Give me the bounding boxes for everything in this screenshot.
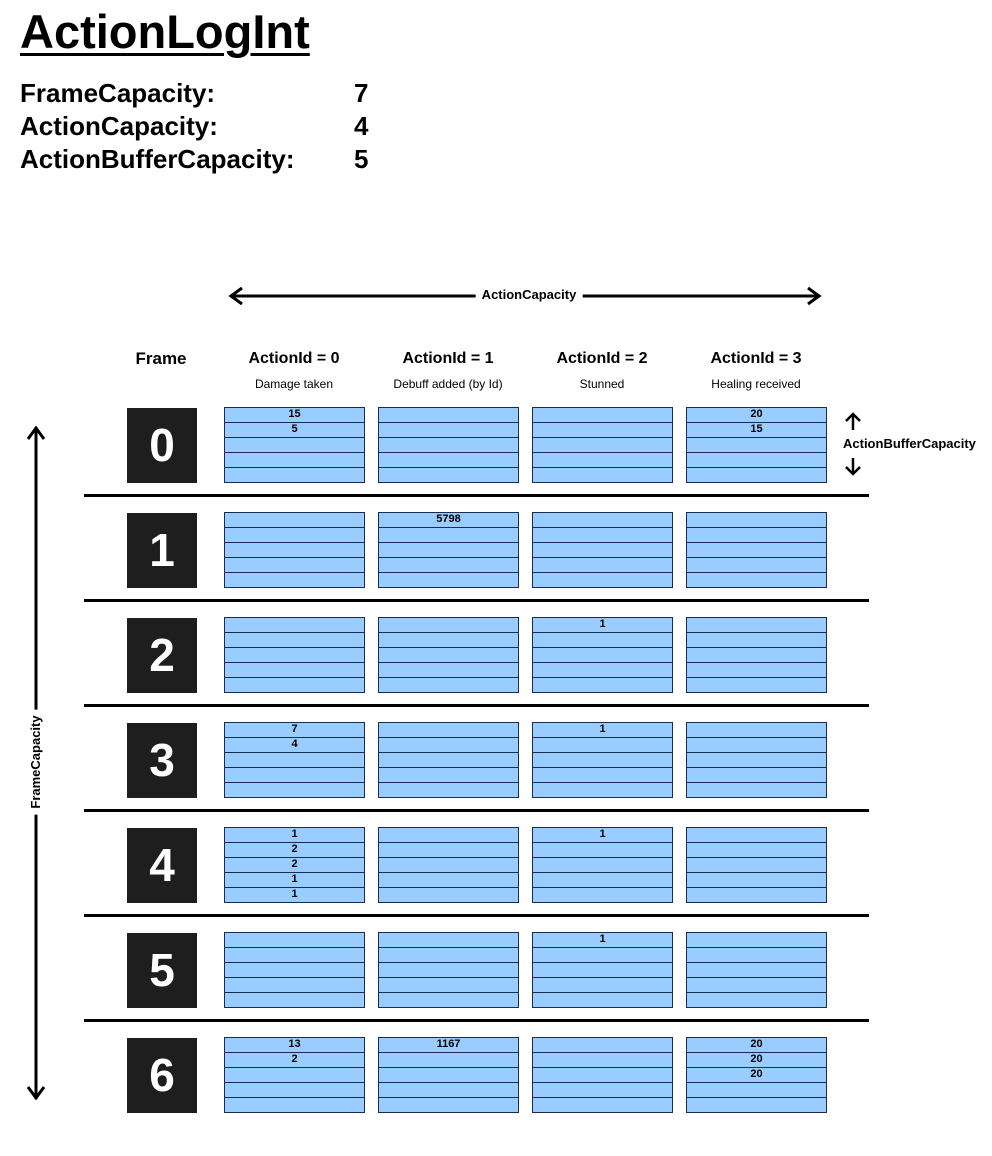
buffer-slot: 13 — [225, 1038, 364, 1053]
buffer-slot — [379, 1098, 518, 1112]
buffer-slot — [379, 528, 518, 543]
action-buffer-5-0 — [224, 932, 365, 1008]
buffer-slot — [687, 828, 826, 843]
frame-number: 3 — [127, 723, 197, 798]
param-label: FrameCapacity: — [20, 78, 216, 108]
buffer-slot — [533, 1068, 672, 1083]
buffer-slot: 20 — [687, 1038, 826, 1053]
buffer-slot — [687, 438, 826, 453]
frame-number: 6 — [127, 1038, 197, 1113]
buffer-slot — [533, 573, 672, 587]
buffer-slot — [533, 453, 672, 468]
buffer-slot — [533, 633, 672, 648]
action-buffer-3-3 — [686, 722, 827, 798]
buffer-slot — [687, 768, 826, 783]
action-buffer-1-1 — [378, 512, 519, 588]
action-buffer-5-2 — [532, 932, 673, 1008]
action-buffer-1-2 — [532, 512, 673, 588]
buffer-slot — [533, 543, 672, 558]
buffer-slot — [379, 753, 518, 768]
buffer-slot — [379, 438, 518, 453]
buffer-slot — [687, 468, 826, 482]
buffer-slot — [687, 873, 826, 888]
buffer-slot — [687, 648, 826, 663]
buffer-slot — [225, 543, 364, 558]
buffer-slot — [687, 888, 826, 902]
buffer-slot — [225, 753, 364, 768]
buffer-slot — [687, 933, 826, 948]
param-frame-capacity — [20, 78, 369, 108]
buffer-slot: 15 — [687, 423, 826, 438]
param-action-capacity — [20, 111, 369, 141]
buffer-slot — [533, 438, 672, 453]
param-label: ActionCapacity: — [20, 111, 218, 141]
buffer-slot — [533, 768, 672, 783]
buffer-slot — [379, 1083, 518, 1098]
frame-row-0 — [0, 405, 992, 510]
buffer-slot — [533, 1053, 672, 1068]
buffer-slot: 20 — [687, 1053, 826, 1068]
buffer-slot — [533, 423, 672, 438]
buffer-slot — [379, 993, 518, 1007]
buffer-slot: 5798 — [379, 513, 518, 528]
action-buffer-4-1 — [378, 827, 519, 903]
page-title: ActionLogInt — [20, 5, 310, 58]
action-buffer-5-1 — [378, 932, 519, 1008]
action-buffer-1-0 — [224, 512, 365, 588]
buffer-slot — [379, 783, 518, 797]
action-buffer-0-3 — [686, 407, 827, 483]
buffer-slot — [379, 948, 518, 963]
action-buffer-2-0 — [224, 617, 365, 693]
buffer-slot — [225, 978, 364, 993]
column-description: Damage taken — [254, 377, 334, 391]
buffer-slot — [379, 723, 518, 738]
buffer-slot — [379, 888, 518, 902]
buffer-slot — [533, 1098, 672, 1112]
buffer-slot — [687, 843, 826, 858]
buffer-slot — [225, 933, 364, 948]
buffer-slot — [533, 843, 672, 858]
buffer-slot — [533, 858, 672, 873]
buffer-slot — [687, 453, 826, 468]
buffer-slot — [687, 1083, 826, 1098]
buffer-slot — [687, 558, 826, 573]
buffer-slot — [533, 753, 672, 768]
column-description: Debuff added (by Id) — [393, 377, 503, 391]
buffer-slot — [533, 528, 672, 543]
action-buffer-0-1 — [378, 407, 519, 483]
buffer-slot — [687, 1098, 826, 1112]
buffer-slot: 1 — [225, 873, 364, 888]
frame-separator — [84, 494, 869, 497]
action-buffer-6-1 — [378, 1037, 519, 1113]
action-buffer-0-2 — [532, 407, 673, 483]
buffer-slot — [379, 558, 518, 573]
buffer-slot — [687, 543, 826, 558]
action-buffer-0-0 — [224, 407, 365, 483]
frame-separator — [84, 809, 869, 812]
buffer-slot — [687, 528, 826, 543]
buffer-slot: 1 — [533, 618, 672, 633]
buffer-slot — [225, 453, 364, 468]
action-buffer-2-3 — [686, 617, 827, 693]
buffer-slot: 2 — [225, 843, 364, 858]
buffer-slot: 2 — [225, 858, 364, 873]
buffer-slot — [687, 978, 826, 993]
buffer-slot — [687, 783, 826, 797]
column-header-action-1 — [378, 350, 518, 391]
buffer-slot: 7 — [225, 723, 364, 738]
buffer-slot — [533, 783, 672, 797]
buffer-slot — [225, 1083, 364, 1098]
action-buffer-3-2 — [532, 722, 673, 798]
buffer-slot: 20 — [687, 1068, 826, 1083]
frame-separator — [84, 1019, 869, 1022]
param-value: 4 — [354, 111, 369, 141]
buffer-slot — [533, 873, 672, 888]
buffer-slot — [379, 633, 518, 648]
buffer-slot — [225, 948, 364, 963]
buffer-slot: 4 — [225, 738, 364, 753]
buffer-slot: 1 — [533, 723, 672, 738]
buffer-slot — [687, 513, 826, 528]
action-buffer-6-0 — [224, 1037, 365, 1113]
action-buffer-6-2 — [532, 1037, 673, 1113]
buffer-slot: 1 — [533, 933, 672, 948]
buffer-slot — [687, 963, 826, 978]
action-buffer-3-1 — [378, 722, 519, 798]
buffer-slot — [379, 678, 518, 692]
frame-row-5 — [0, 930, 992, 1035]
buffer-slot: 5 — [225, 423, 364, 438]
buffer-slot — [379, 1053, 518, 1068]
param-action-buffer-capacity — [20, 144, 369, 174]
buffer-slot — [533, 1083, 672, 1098]
action-capacity-label: ActionCapacity — [476, 287, 583, 303]
buffer-slot — [225, 618, 364, 633]
frame-row-6 — [0, 1035, 992, 1140]
buffer-slot — [687, 618, 826, 633]
column-description: Healing received — [711, 377, 801, 391]
buffer-slot — [533, 408, 672, 423]
buffer-slot — [225, 783, 364, 797]
buffer-slot — [533, 1038, 672, 1053]
buffer-slot — [379, 873, 518, 888]
param-value: 5 — [354, 144, 369, 174]
buffer-slot: 1 — [225, 828, 364, 843]
buffer-slot — [225, 513, 364, 528]
frame-number: 5 — [127, 933, 197, 1008]
buffer-slot — [379, 978, 518, 993]
buffer-slot — [225, 438, 364, 453]
action-buffer-4-2 — [532, 827, 673, 903]
buffer-slot — [225, 678, 364, 692]
buffer-slot — [379, 663, 518, 678]
frame-capacity-label: FrameCapacity — [28, 709, 44, 814]
buffer-slot — [225, 648, 364, 663]
buffer-slot — [533, 738, 672, 753]
buffer-slot — [687, 738, 826, 753]
buffer-slot — [379, 468, 518, 482]
buffer-slot — [533, 993, 672, 1007]
buffer-slot: 1 — [291, 888, 298, 900]
buffer-slot — [687, 948, 826, 963]
buffer-slot — [225, 768, 364, 783]
column-header-action-2 — [532, 350, 672, 391]
buffer-slot — [533, 678, 672, 692]
buffer-slot — [687, 678, 826, 692]
action-buffer-2-2 — [532, 617, 673, 693]
buffer-slot — [225, 963, 364, 978]
column-title: ActionId = 0 — [248, 350, 340, 367]
action-buffer-6-3 — [686, 1037, 827, 1113]
buffer-slot — [533, 948, 672, 963]
buffer-slot — [687, 753, 826, 768]
buffer-slot — [225, 468, 364, 482]
frame-number: 0 — [127, 408, 197, 483]
buffer-slot — [379, 408, 518, 423]
frame-column-header: Frame — [135, 349, 187, 368]
action-buffer-5-3 — [686, 932, 827, 1008]
buffer-slot — [687, 663, 826, 678]
buffer-slot: 2 — [225, 1053, 364, 1068]
frame-row-1 — [0, 510, 992, 615]
frame-row-3 — [0, 720, 992, 825]
param-value: 7 — [354, 78, 369, 108]
buffer-slot: 1 — [533, 828, 672, 843]
action-buffer-2-1 — [378, 617, 519, 693]
buffer-slot — [533, 663, 672, 678]
buffer-slot — [379, 738, 518, 753]
buffer-slot — [379, 933, 518, 948]
buffer-slot — [379, 618, 518, 633]
column-title: ActionId = 1 — [402, 350, 494, 367]
buffer-slot — [379, 453, 518, 468]
buffer-slot — [687, 858, 826, 873]
buffer-slot — [379, 768, 518, 783]
buffer-slot — [225, 1098, 364, 1112]
buffer-slot — [687, 723, 826, 738]
buffer-slot — [533, 648, 672, 663]
buffer-slot — [225, 993, 364, 1007]
frame-row-2 — [0, 615, 992, 720]
buffer-slot: 15 — [225, 408, 364, 423]
buffer-slot — [379, 1068, 518, 1083]
buffer-slot — [225, 558, 364, 573]
column-title: ActionId = 3 — [710, 350, 802, 367]
buffer-slot — [533, 888, 672, 902]
buffer-slot — [533, 558, 672, 573]
frame-number: 4 — [127, 828, 197, 903]
action-buffer-1-3 — [686, 512, 827, 588]
buffer-slot — [225, 573, 364, 587]
frame-number: 1 — [127, 513, 197, 588]
column-header-action-0 — [224, 350, 364, 391]
buffer-slot — [533, 963, 672, 978]
buffer-slot — [533, 978, 672, 993]
action-buffer-3-0 — [224, 722, 365, 798]
action-buffer-4-0 — [224, 827, 365, 903]
buffer-slot — [379, 963, 518, 978]
column-description: Stunned — [579, 377, 625, 391]
param-label: ActionBufferCapacity: — [20, 144, 295, 174]
buffer-slot — [379, 648, 518, 663]
buffer-slot — [379, 543, 518, 558]
buffer-slot — [225, 633, 364, 648]
action-buffer-4-3 — [686, 827, 827, 903]
buffer-slot — [379, 843, 518, 858]
buffer-slot — [379, 423, 518, 438]
buffer-slot — [225, 1068, 364, 1083]
buffer-slot — [225, 528, 364, 543]
frame-separator — [84, 914, 869, 917]
buffer-slot — [379, 573, 518, 587]
buffer-slot — [379, 858, 518, 873]
column-title: ActionId = 2 — [556, 350, 648, 367]
buffer-slot — [687, 573, 826, 587]
frame-row-4 — [0, 825, 992, 930]
frame-separator — [84, 704, 869, 707]
buffer-slot: 1167 — [379, 1038, 518, 1053]
frame-separator — [84, 599, 869, 602]
column-header-action-3 — [686, 350, 826, 391]
buffer-slot — [687, 993, 826, 1007]
buffer-slot — [687, 633, 826, 648]
action-buffer-capacity-label: ActionBufferCapacity — [843, 436, 976, 451]
buffer-slot — [533, 513, 672, 528]
buffer-slot — [533, 468, 672, 482]
frame-number: 2 — [127, 618, 197, 693]
buffer-slot: 20 — [687, 408, 826, 423]
buffer-slot — [379, 828, 518, 843]
buffer-slot — [225, 663, 364, 678]
